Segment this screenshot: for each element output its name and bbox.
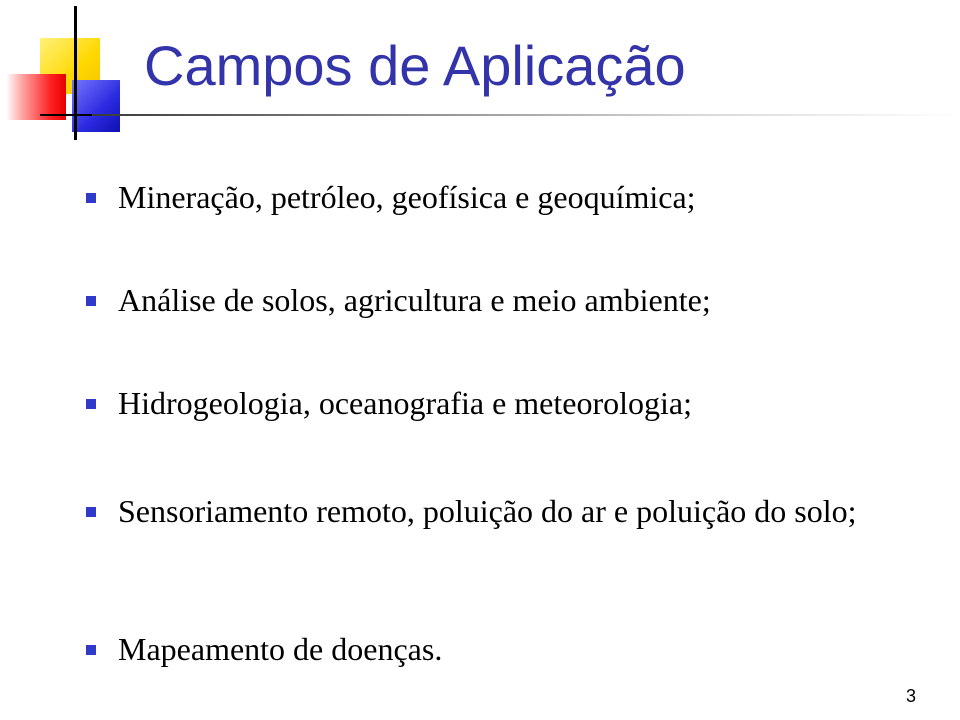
corner-logo — [0, 0, 140, 150]
bullet-text: Mapeamento de doenças. — [118, 631, 443, 667]
square-bullet-icon — [86, 193, 96, 203]
bullet-text: Sensoriamento remoto, poluição do ar e poluição do solo; — [118, 493, 857, 529]
square-bullet-icon — [86, 296, 96, 306]
bullet-text: Mineração, petróleo, geofísica e geoquímica; — [118, 179, 696, 215]
square-bullet-icon — [86, 507, 96, 517]
bullet-item — [80, 494, 878, 528]
logo-vertical-line — [74, 6, 77, 140]
bullet-item — [80, 632, 442, 666]
bullet-text: Hidrogeologia, oceanografia e meteorologia; — [118, 385, 692, 421]
logo-blue-square — [72, 80, 120, 132]
bullet-item — [80, 283, 711, 317]
bullet-item — [80, 180, 696, 214]
title-underline — [92, 114, 960, 116]
bullet-text: Análise de solos, agricultura e meio ambiente; — [118, 282, 711, 318]
slide-title: Campos de Aplicação — [144, 34, 686, 97]
square-bullet-icon — [86, 645, 96, 655]
page-number: 3 — [905, 686, 916, 706]
square-bullet-icon — [86, 399, 96, 409]
bullet-item — [80, 386, 692, 420]
